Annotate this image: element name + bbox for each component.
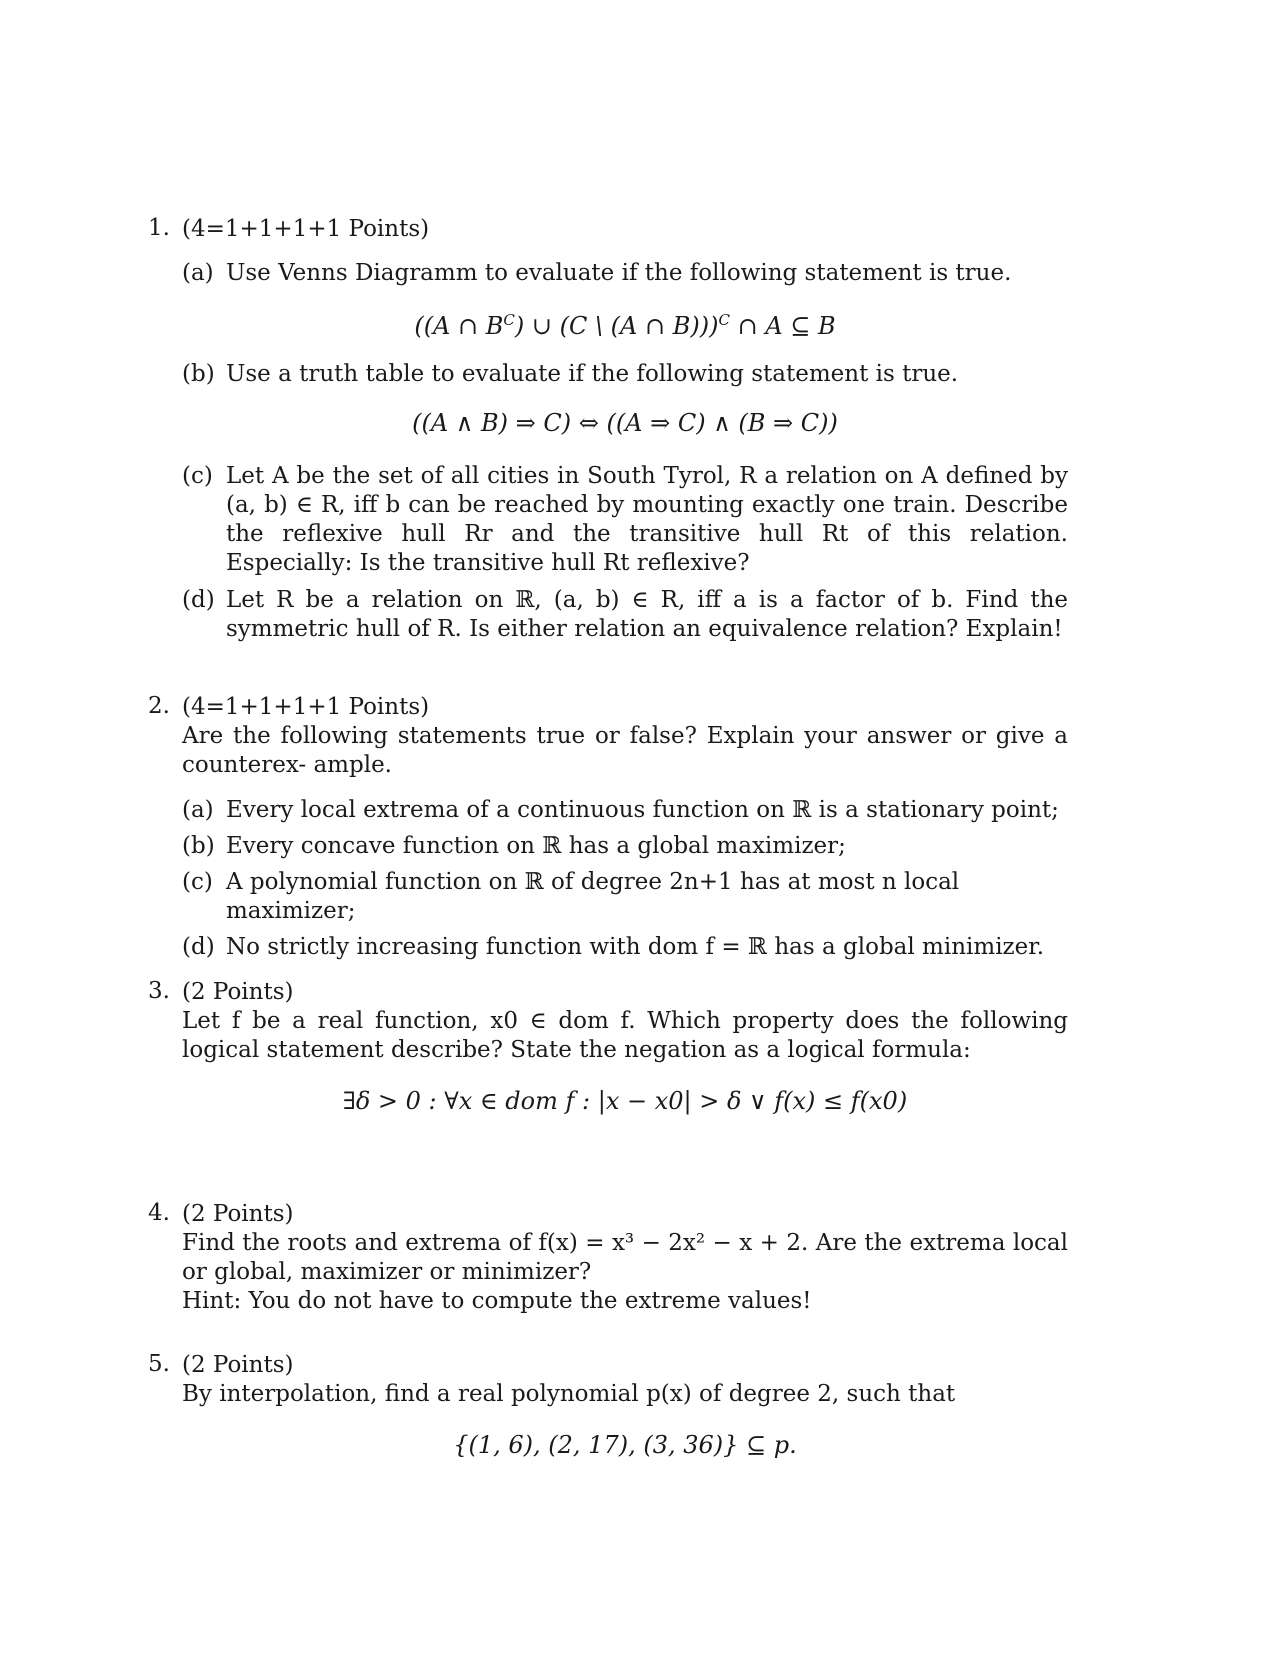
problem-points: (2 Points)	[182, 1352, 294, 1378]
part-2c	[182, 868, 1068, 926]
problem-3	[148, 978, 1068, 1116]
part-text: No strictly increasing function with dom f = ℝ has a global minimizer.	[226, 934, 1045, 960]
part-2b	[182, 832, 1068, 861]
part-text: Use a truth table to evaluate if the following statement is true.	[226, 361, 959, 387]
part-1c	[182, 462, 1068, 578]
part-label: (c)	[182, 463, 213, 489]
part-2d	[182, 933, 1068, 962]
formula-5: {(1, 6), (2, 17), (3, 36)} ⊆ p.	[453, 1431, 797, 1459]
formula-1a-right: ∩ A ⊆ B	[737, 312, 836, 340]
formula-1a: ((A ∩ $B^C$) ∪ (C \ (A ∩ B)))$^C$ ∩ A ⊆ B	[414, 311, 836, 340]
part-label: (b)	[182, 833, 215, 859]
problem-number: 4.	[148, 1200, 170, 1226]
formula-1a-left: ((A ∩ $B^C$) ∪ (C \ (A ∩ B)))	[414, 311, 719, 340]
part-text: Every concave function on ℝ has a global maximizer;	[226, 833, 846, 859]
problem-2	[148, 693, 1068, 962]
part-label: (d)	[182, 934, 215, 960]
problem-points: (2 Points)	[182, 979, 294, 1005]
part-1b	[182, 360, 1068, 389]
part-label: (c)	[182, 869, 213, 895]
part-text: Let A be the set of all cities in South Tyrol, R a relation on A defined by (a, b) ∈ R, iff b can be reached by mounting exactly one train. Describe the reflexive hull Rr and the transitive hull Rt of this relation. Especially: Is the transitive hull Rt reflexive?	[226, 463, 1068, 576]
problem-points: (2 Points)	[182, 1201, 294, 1227]
problem-points: (4=1+1+1+1 Points)	[182, 694, 430, 720]
part-label: (b)	[182, 361, 215, 387]
part-label: (d)	[182, 587, 215, 613]
problem-hint: Hint: You do not have to compute the extreme values!	[182, 1288, 812, 1314]
problem-points: (4=1+1+1+1 Points)	[182, 216, 430, 242]
part-text: A polynomial function on ℝ of degree 2n+1 has at most n local maximizer;	[226, 869, 960, 924]
part-2a	[182, 796, 1068, 825]
part-text: Use Venns Diagramm to evaluate if the following statement is true.	[226, 260, 1012, 286]
problem-number: 2.	[148, 693, 170, 719]
formula-1b: ((A ∧ B) ⇒ C) ⇔ ((A ⇒ C) ∧ (B ⇒ C))	[412, 409, 838, 437]
problem-intro: By interpolation, find a real polynomial p(x) of degree 2, such that	[182, 1381, 956, 1407]
problem-number: 3.	[148, 978, 170, 1004]
problem-number: 1.	[148, 215, 170, 241]
part-1a	[182, 259, 1068, 288]
formula-3: ∃δ > 0 : ∀x ∈ dom f : |x − x0| > δ ∨ f(x) ≤ f(x0)	[342, 1087, 908, 1115]
part-1d	[182, 586, 1068, 644]
problem-number: 5.	[148, 1351, 170, 1377]
problem-intro: Find the roots and extrema of f(x) = x³ − 2x² − x + 2. Are the extrema local or global, maximizer or minimizer?	[182, 1230, 1068, 1285]
problem-4	[148, 1200, 1068, 1316]
problem-5	[148, 1351, 1068, 1460]
problem-intro: Let f be a real function, x0 ∈ dom f. Which property does the following logical statement describe? State the negation as a logical formula:	[182, 1008, 1068, 1063]
problem-1	[148, 215, 1068, 644]
part-text: Let R be a relation on ℝ, (a, b) ∈ R, iff a is a factor of b. Find the symmetric hull of R. Is either relation an equivalence relation? Explain!	[226, 587, 1068, 642]
part-label: (a)	[182, 797, 214, 823]
part-label: (a)	[182, 260, 214, 286]
part-text: Every local extrema of a continuous function on ℝ is a stationary point;	[226, 797, 1059, 823]
problem-intro: Are the following statements true or false? Explain your answer or give a counterex- ample.	[182, 723, 1068, 778]
